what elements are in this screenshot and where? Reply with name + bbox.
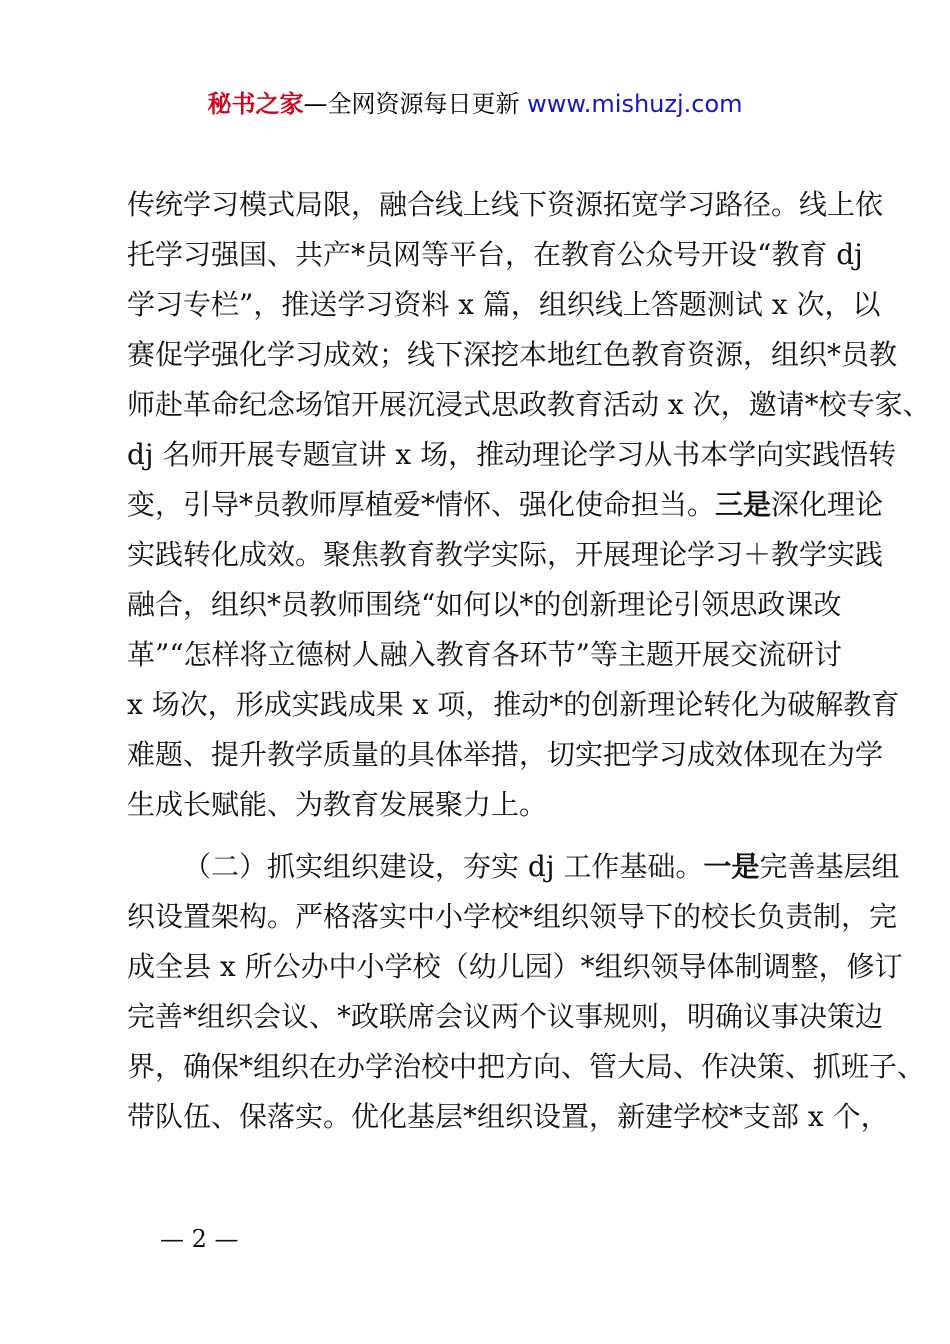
text-segment: 深化理论 [771,488,884,521]
page-number: — 2 — [160,1225,239,1253]
text-segment: 变，引导*员教师厚植爱*情怀、强化使命担当。 [127,488,716,521]
text-line: 托学习强国、共产*员网等平台，在教育公众号开设“教育 dj [127,238,863,271]
text-line: 师赴革命纪念场馆开展沉浸式思政教育活动 x 次，邀请*校专家、 [127,388,931,421]
text-line: 带队伍、保落实。优化基层*组织设置，新建学校*支部 x 个， [127,1100,889,1133]
text-line: 融合，组织*员教师围绕“如何以*的创新理论引领思政课改 [127,588,842,621]
text-line: 赛促学强化学习成效；线下深挖本地红色教育资源，组织*员教 [127,338,898,371]
text-line: 界，确保*组织在办学治校中把方向、管大局、作决策、抓班子、 [127,1050,926,1083]
text-line: 织设置架构。严格落实中小学校*组织领导下的校长负责制，完 [127,900,898,933]
text-line: 完善*组织会议、*政联席会议两个议事规则，明确议事决策边 [127,1000,884,1033]
emphasis-marker: 一是 [703,850,760,883]
text-line: dj 名师开展专题宣讲 x 场，推动理论学习从书本学向实践悟转 [127,438,897,471]
site-header [0,86,950,122]
document-body [127,180,931,1142]
text-line: 生成长赋能、为教育发展聚力上。 [127,788,548,821]
text-line: 实践转化成效。聚焦教育教学实际，开展理论学习＋教学实践 [127,538,884,571]
text-line: 传统学习模式局限，融合线上线下资源拓宽学习路径。线上依 [127,188,884,221]
brand-name: 秘书之家 [207,90,304,118]
text-line: 革”“怎样将立德树人融入教育各环节”等主题开展交流研讨 [127,638,842,671]
text-segment: 完善基层组 [759,850,900,883]
section-heading: （二）抓实组织建设，夯实 dj 工作基础。 [183,850,704,883]
site-url-link[interactable]: www.mishuzj.com [519,90,743,118]
header-tagline: —全网资源每日更新 [303,90,520,118]
text-line [127,480,884,530]
text-line: 成全县 x 所公办中小学校（幼儿园）*组织领导体制调整，修订 [127,950,903,983]
text-line [127,842,900,892]
text-line: x 场次，形成实践成果 x 项，推动*的创新理论转化为破解教育 [127,688,900,721]
emphasis-marker: 三是 [715,488,772,521]
text-line: 学习专栏”，推送学习资料 x 篇，组织线上答题测试 x 次，以 [127,288,881,321]
text-line: 难题、提升教学质量的具体举措，切实把学习成效体现在为学 [127,738,884,771]
